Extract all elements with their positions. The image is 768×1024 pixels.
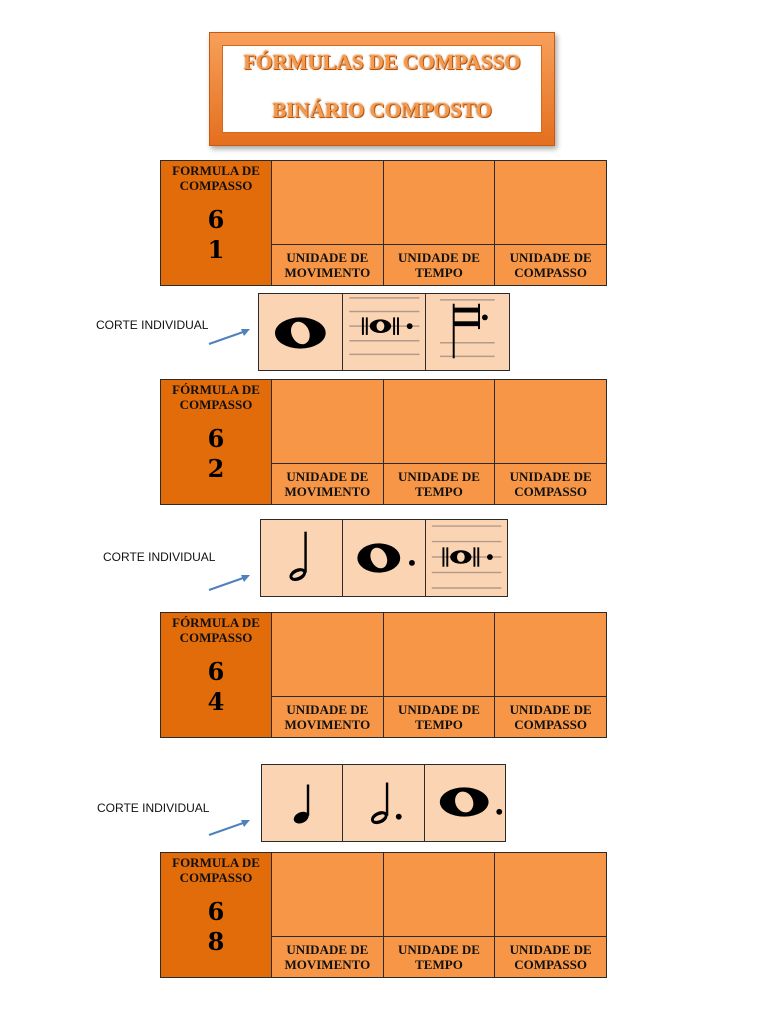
formula-label: FÓRMULA DE COMPASSO — [172, 382, 260, 412]
empty-cell — [272, 161, 384, 245]
formula-bottom-number: 1 — [207, 235, 225, 264]
formula-cell — [161, 161, 272, 286]
arrow-icon — [206, 326, 254, 348]
header-movimento: UNIDADE DE MOVIMENTO — [272, 697, 384, 738]
arrow-icon — [206, 572, 254, 594]
header-movimento: UNIDADE DE MOVIMENTO — [272, 464, 384, 505]
header-tempo: UNIDADE DE TEMPO — [383, 464, 495, 505]
formula-bottom-number: 4 — [207, 687, 225, 716]
formula-label: FORMULA DE COMPASSO — [172, 163, 260, 193]
formula-cell — [161, 613, 272, 738]
formula-top-number: 6 — [207, 657, 225, 686]
formula-table-1 — [160, 160, 607, 286]
quarter-note-icon — [262, 765, 343, 841]
empty-cell — [272, 380, 384, 464]
formula-table-3 — [160, 612, 607, 738]
cut-strip-3 — [261, 764, 506, 842]
half-note-icon — [261, 520, 343, 596]
header-compasso: UNIDADE DE COMPASSO — [495, 697, 607, 738]
header-movimento: UNIDADE DE MOVIMENTO — [272, 245, 384, 286]
header-movimento: UNIDADE DE MOVIMENTO — [272, 937, 384, 978]
cut-label: CORTE INDIVIDUAL — [96, 318, 209, 332]
title-box — [222, 45, 542, 133]
title-frame — [209, 32, 555, 146]
empty-cell — [272, 853, 384, 937]
formula-top-number: 6 — [207, 424, 225, 453]
header-compasso: UNIDADE DE COMPASSO — [495, 464, 607, 505]
formula-label: FÓRMULA DE COMPASSO — [172, 615, 260, 645]
header-compasso: UNIDADE DE COMPASSO — [495, 937, 607, 978]
empty-cell — [272, 613, 384, 697]
formula-top-number: 6 — [207, 205, 225, 234]
dotted-whole-note-icon — [425, 765, 505, 841]
title-line-2: BINÁRIO COMPOSTO — [272, 98, 492, 122]
empty-cell — [495, 853, 607, 937]
formula-table-4 — [160, 852, 607, 978]
formula-cell — [161, 380, 272, 505]
whole-note-icon — [259, 294, 343, 370]
empty-cell — [383, 161, 495, 245]
formula-cell — [161, 853, 272, 978]
formula-bottom-number: 2 — [207, 454, 225, 483]
empty-cell — [383, 380, 495, 464]
formula-label: FORMULA DE COMPASSO — [172, 855, 260, 885]
empty-cell — [383, 613, 495, 697]
formula-bottom-number: 8 — [207, 927, 225, 956]
title-line-1: FÓRMULAS DE COMPASSO — [243, 50, 521, 74]
dotted-longa-icon — [426, 294, 509, 370]
header-tempo: UNIDADE DE TEMPO — [383, 245, 495, 286]
empty-cell — [495, 613, 607, 697]
double-whole-note-dotted-icon — [343, 294, 427, 370]
empty-cell — [495, 161, 607, 245]
empty-cell — [383, 853, 495, 937]
cut-strip-1 — [258, 293, 510, 371]
header-compasso: UNIDADE DE COMPASSO — [495, 245, 607, 286]
arrow-icon — [206, 817, 254, 839]
cut-label: CORTE INDIVIDUAL — [103, 550, 216, 564]
header-tempo: UNIDADE DE TEMPO — [383, 697, 495, 738]
header-tempo: UNIDADE DE TEMPO — [383, 937, 495, 978]
dotted-half-note-icon — [343, 765, 424, 841]
empty-cell — [495, 380, 607, 464]
dotted-whole-note-icon — [343, 520, 425, 596]
formula-table-2 — [160, 379, 607, 505]
dotted-double-whole-note-icon — [426, 520, 507, 596]
cut-label: CORTE INDIVIDUAL — [97, 801, 210, 815]
cut-strip-2 — [260, 519, 508, 597]
formula-top-number: 6 — [207, 897, 225, 926]
